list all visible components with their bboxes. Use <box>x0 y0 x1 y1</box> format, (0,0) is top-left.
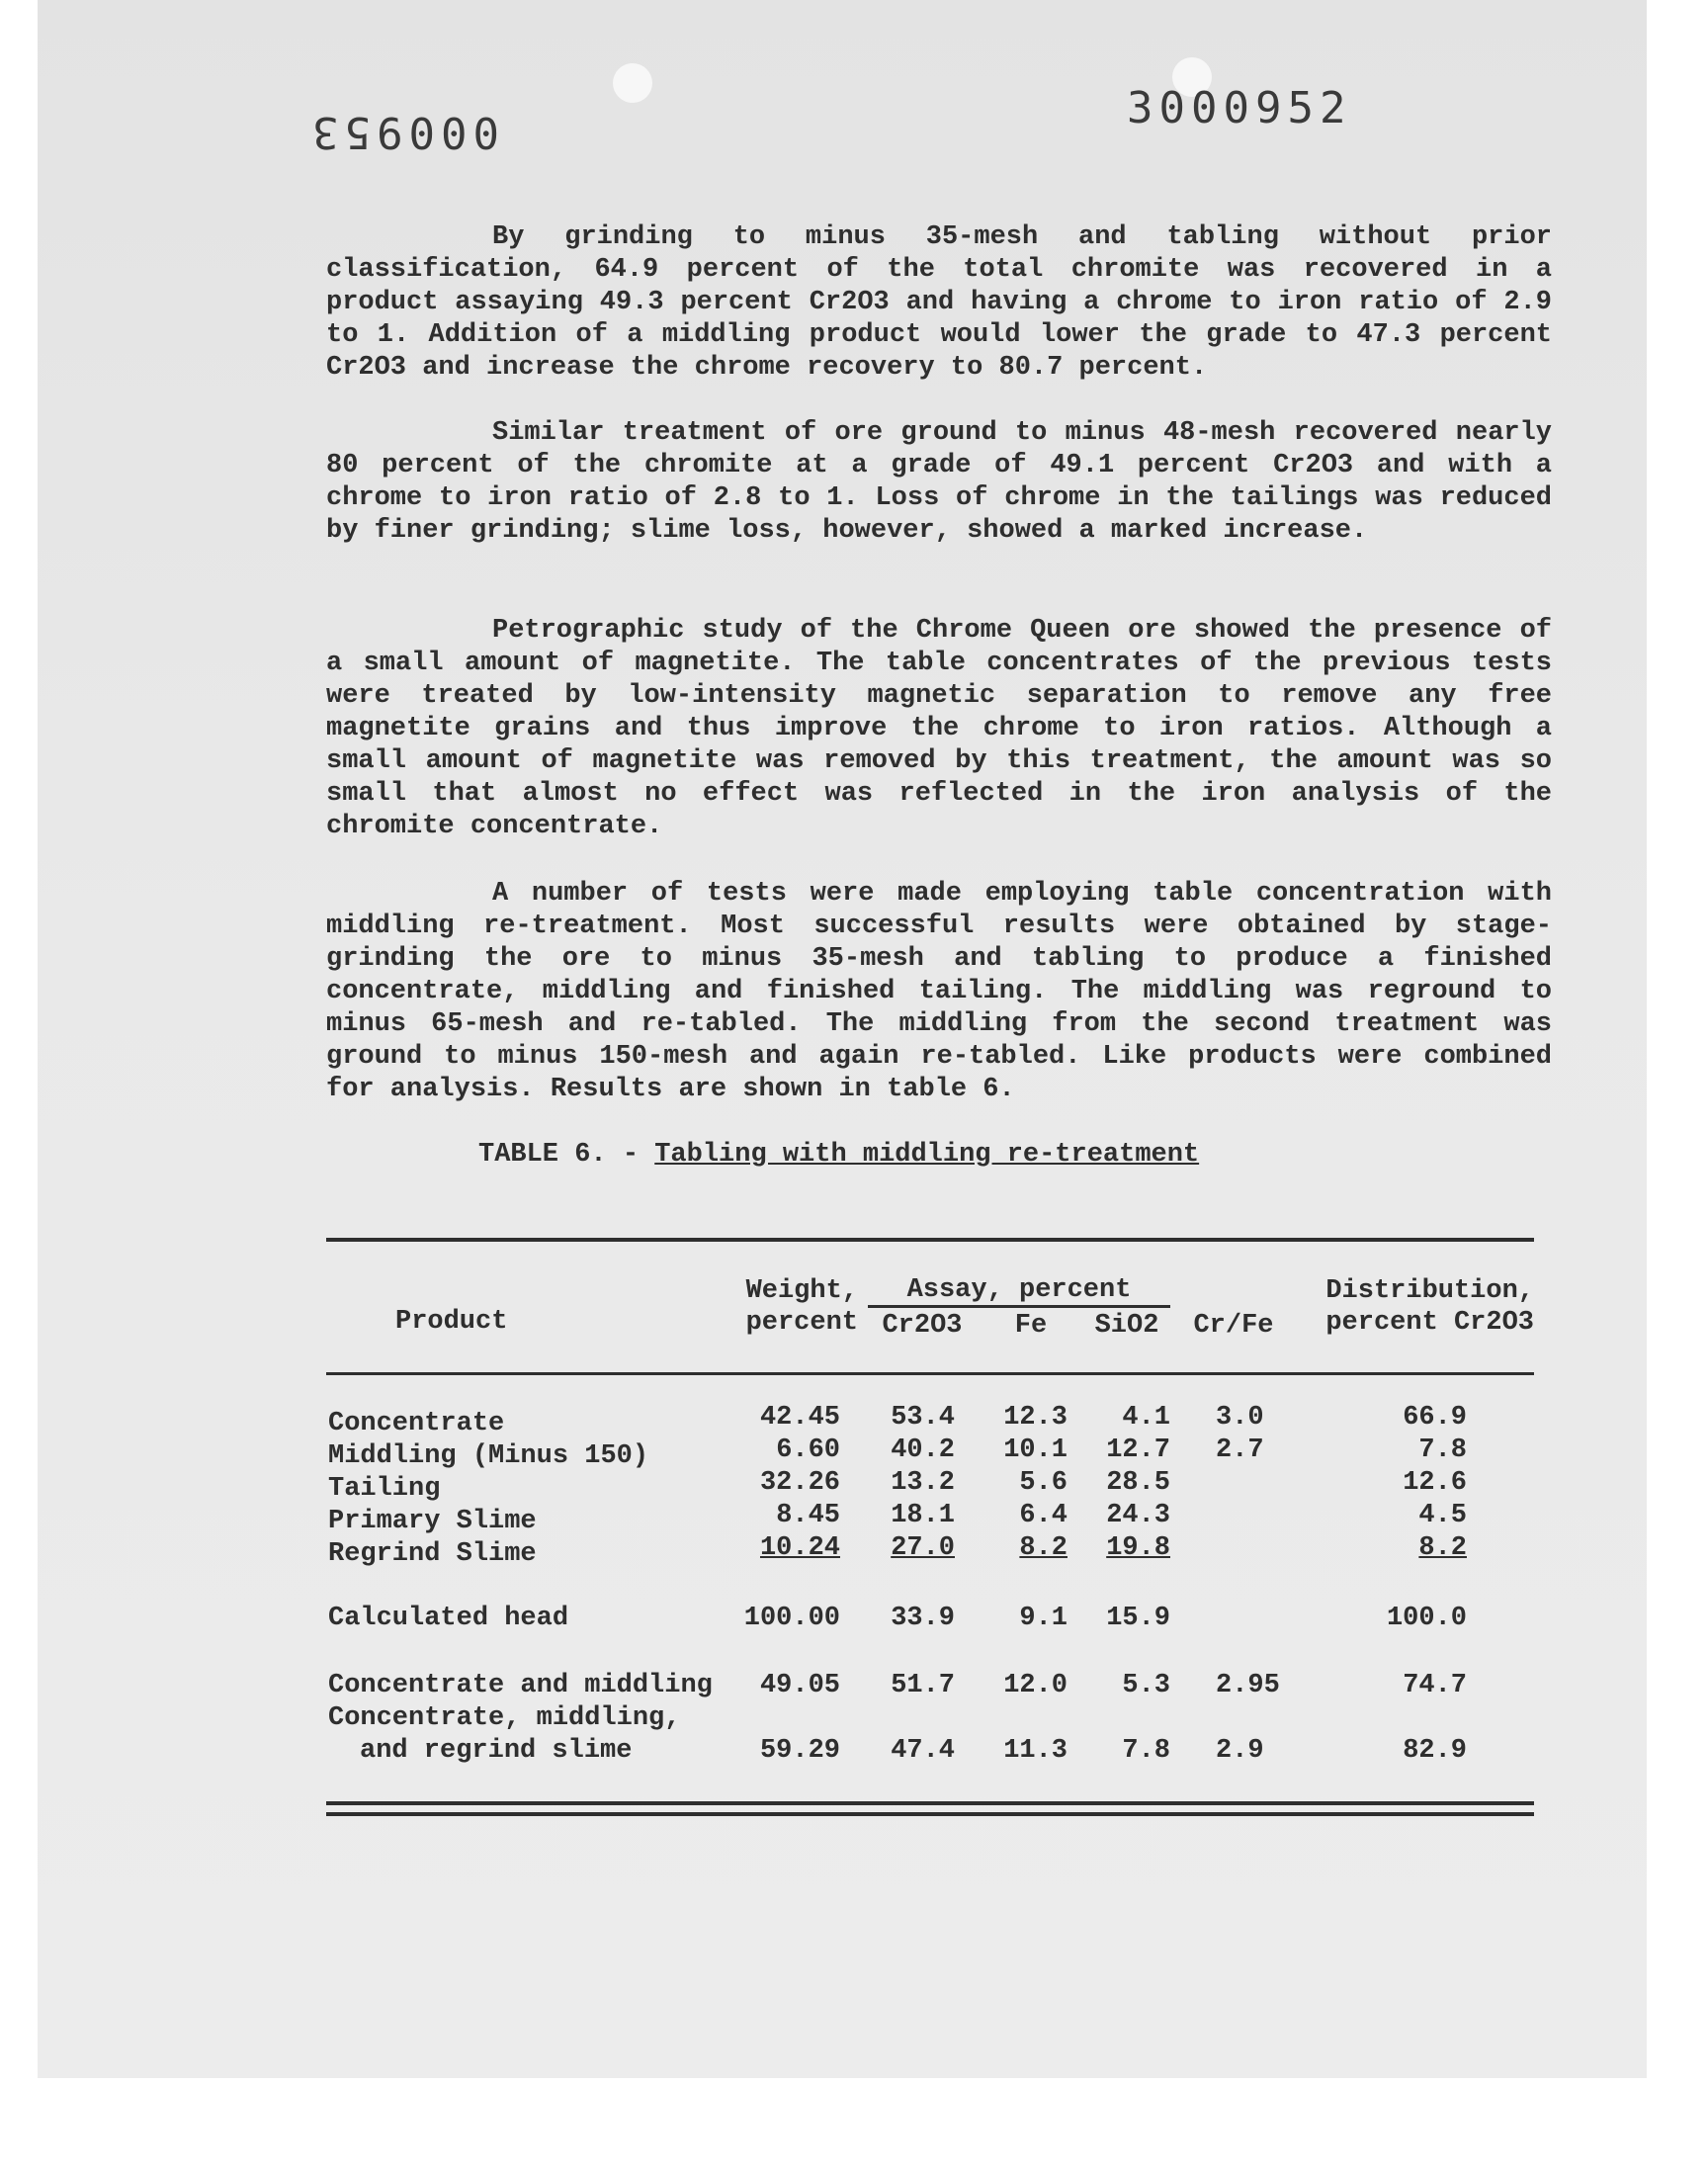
header-weight-line1: Weight, <box>745 1276 858 1306</box>
table-row-weight: 100.00 <box>743 1604 840 1633</box>
table-row-product: Middling (Minus 150) <box>328 1441 649 1471</box>
table-bottom-rule <box>326 1812 1534 1816</box>
table-row-distribution: 7.8 <box>1418 1436 1467 1465</box>
paragraph <box>326 878 1552 1106</box>
header-cr2o3: Cr2O3 <box>882 1311 963 1341</box>
paragraph-text: A number of tests were made employing table concentration with middling re-treatment. Most successful results were obtained by stage-grinding the ore to minus 35-mesh and tabling to produce a finished concentrate, middling and finished tailing. The middling was reground to minus 65-mesh and re-tabled. The middling from the second treatment was ground to minus 150-mesh and again re-tabled. Like products were combined for analysis. Results are shown in table 6. <box>326 879 1552 1104</box>
table-row-fe: 5.6 <box>1019 1468 1068 1498</box>
table-row-distribution: 4.5 <box>1418 1501 1467 1530</box>
table-row-sio2: 7.8 <box>1122 1736 1170 1766</box>
header-distribution <box>1285 1275 1534 1339</box>
table-row-weight: 42.45 <box>759 1403 840 1433</box>
table-row-cr2o3: 53.4 <box>891 1403 955 1433</box>
table-row-cr2o3: 40.2 <box>891 1436 955 1465</box>
table-row-product: Concentrate and middling <box>328 1671 713 1700</box>
table-row-crfe: 2.95 <box>1216 1671 1280 1700</box>
table-row-product: Primary Slime <box>328 1507 537 1536</box>
header-assay-rule <box>868 1305 1170 1308</box>
table-row-cr2o3: 13.2 <box>891 1468 955 1498</box>
table-row-crfe: 2.7 <box>1216 1436 1264 1465</box>
table-row-product: Regrind Slime <box>328 1539 537 1569</box>
table-row-fe: 8.2 <box>1019 1533 1068 1563</box>
table-row-fe: 12.0 <box>1003 1671 1068 1700</box>
table-row-crfe: 2.9 <box>1216 1736 1264 1766</box>
table-row-sio2: 4.1 <box>1122 1403 1170 1433</box>
table-row-sio2: 12.7 <box>1106 1436 1170 1465</box>
page-stamp: 3000952 <box>1127 83 1352 133</box>
table-header-rule <box>326 1372 1534 1375</box>
table-row-cr2o3: 27.0 <box>891 1533 955 1563</box>
table-row-product: Concentrate, middling, <box>328 1703 681 1733</box>
header-weight <box>731 1275 858 1339</box>
paragraph <box>326 221 1552 385</box>
header-weight-line2: percent <box>745 1308 858 1338</box>
table-row-weight: 8.45 <box>776 1501 840 1530</box>
header-sio2: SiO2 <box>1094 1311 1159 1341</box>
table-title: Tabling with middling re-treatment <box>654 1140 1200 1170</box>
table-row-sio2: 19.8 <box>1106 1533 1170 1563</box>
header-product: Product <box>395 1307 508 1337</box>
table-top-rule <box>326 1238 1534 1242</box>
table-row-distribution: 82.9 <box>1403 1736 1467 1766</box>
paragraph-text: By grinding to minus 35-mesh and tabling without prior classification, 64.9 percent of the total chromite was recovered in a product assaying 49.3 percent Cr2O3 and having a chrome to iron ratio of 2.9 to 1. Addition of a middling product would lower the grade to 47.3 percent Cr2O3 and increase the chrome recovery to 80.7 percent. <box>326 222 1552 383</box>
table-row-sio2: 15.9 <box>1106 1604 1170 1633</box>
table-caption <box>478 1140 1199 1170</box>
table-row-weight: 10.24 <box>759 1533 840 1563</box>
header-distribution-line2: percent Cr2O3 <box>1325 1308 1534 1338</box>
table-row-fe: 11.3 <box>1003 1736 1068 1766</box>
table-bottom-rule <box>326 1801 1534 1805</box>
table-row-product: Tailing <box>328 1474 441 1504</box>
paragraph-text: Petrographic study of the Chrome Queen ore showed the presence of a small amount of magnetite. The table concentrates of the previous tests were treated by low-intensity magnetic separation to remove any free magnetite grains and thus improve the chrome to iron ratios. Although a small amount of magnetite was removed by this treatment, the amount was so small that almost no effect was reflected in the iron analysis of the chromite concentrate. <box>326 616 1552 841</box>
table-row-fe: 10.1 <box>1003 1436 1068 1465</box>
table-row-product: Calculated head <box>328 1604 569 1633</box>
table-row-weight: 32.26 <box>759 1468 840 1498</box>
table-row-distribution: 100.0 <box>1386 1604 1467 1633</box>
table-row-weight: 6.60 <box>776 1436 840 1465</box>
paragraph <box>326 615 1552 843</box>
table-row-fe: 9.1 <box>1019 1604 1068 1633</box>
page-stamp-inverted: 000953 <box>306 107 499 157</box>
table-row-fe: 12.3 <box>1003 1403 1068 1433</box>
table-row-weight: 49.05 <box>759 1671 840 1700</box>
table-row-distribution: 66.9 <box>1403 1403 1467 1433</box>
table-row-cr2o3: 47.4 <box>891 1736 955 1766</box>
table-row-distribution: 12.6 <box>1403 1468 1467 1498</box>
table-row-distribution: 8.2 <box>1418 1533 1467 1563</box>
table-row-crfe: 3.0 <box>1216 1403 1264 1433</box>
paragraph <box>326 417 1552 548</box>
table-row-product-continued: and regrind slime <box>360 1736 633 1766</box>
header-assay: Assay, percent <box>906 1275 1132 1305</box>
table-label: TABLE 6. - <box>478 1140 640 1170</box>
table-row-cr2o3: 51.7 <box>891 1671 955 1700</box>
header-crfe: Cr/Fe <box>1193 1311 1274 1341</box>
table-row-fe: 6.4 <box>1019 1501 1068 1530</box>
header-distribution-line1: Distribution, <box>1325 1276 1534 1306</box>
table-row-cr2o3: 18.1 <box>891 1501 955 1530</box>
paragraph-text: Similar treatment of ore ground to minus 48-mesh recovered nearly 80 percent of the chromite at a grade of 49.1 percent Cr2O3 and with a chrome to iron ratio of 2.8 to 1. Loss of chrome in the tailings was reduced by finer grinding; slime loss, however, showed a marked increase. <box>326 418 1552 546</box>
punch-hole <box>613 63 652 103</box>
header-fe: Fe <box>1014 1311 1048 1341</box>
table-row-weight: 59.29 <box>759 1736 840 1766</box>
table-row-sio2: 28.5 <box>1106 1468 1170 1498</box>
table-row-sio2: 5.3 <box>1122 1671 1170 1700</box>
table-row-sio2: 24.3 <box>1106 1501 1170 1530</box>
table-row-distribution: 74.7 <box>1403 1671 1467 1700</box>
table-row-product: Concentrate <box>328 1409 505 1438</box>
table-row-cr2o3: 33.9 <box>891 1604 955 1633</box>
